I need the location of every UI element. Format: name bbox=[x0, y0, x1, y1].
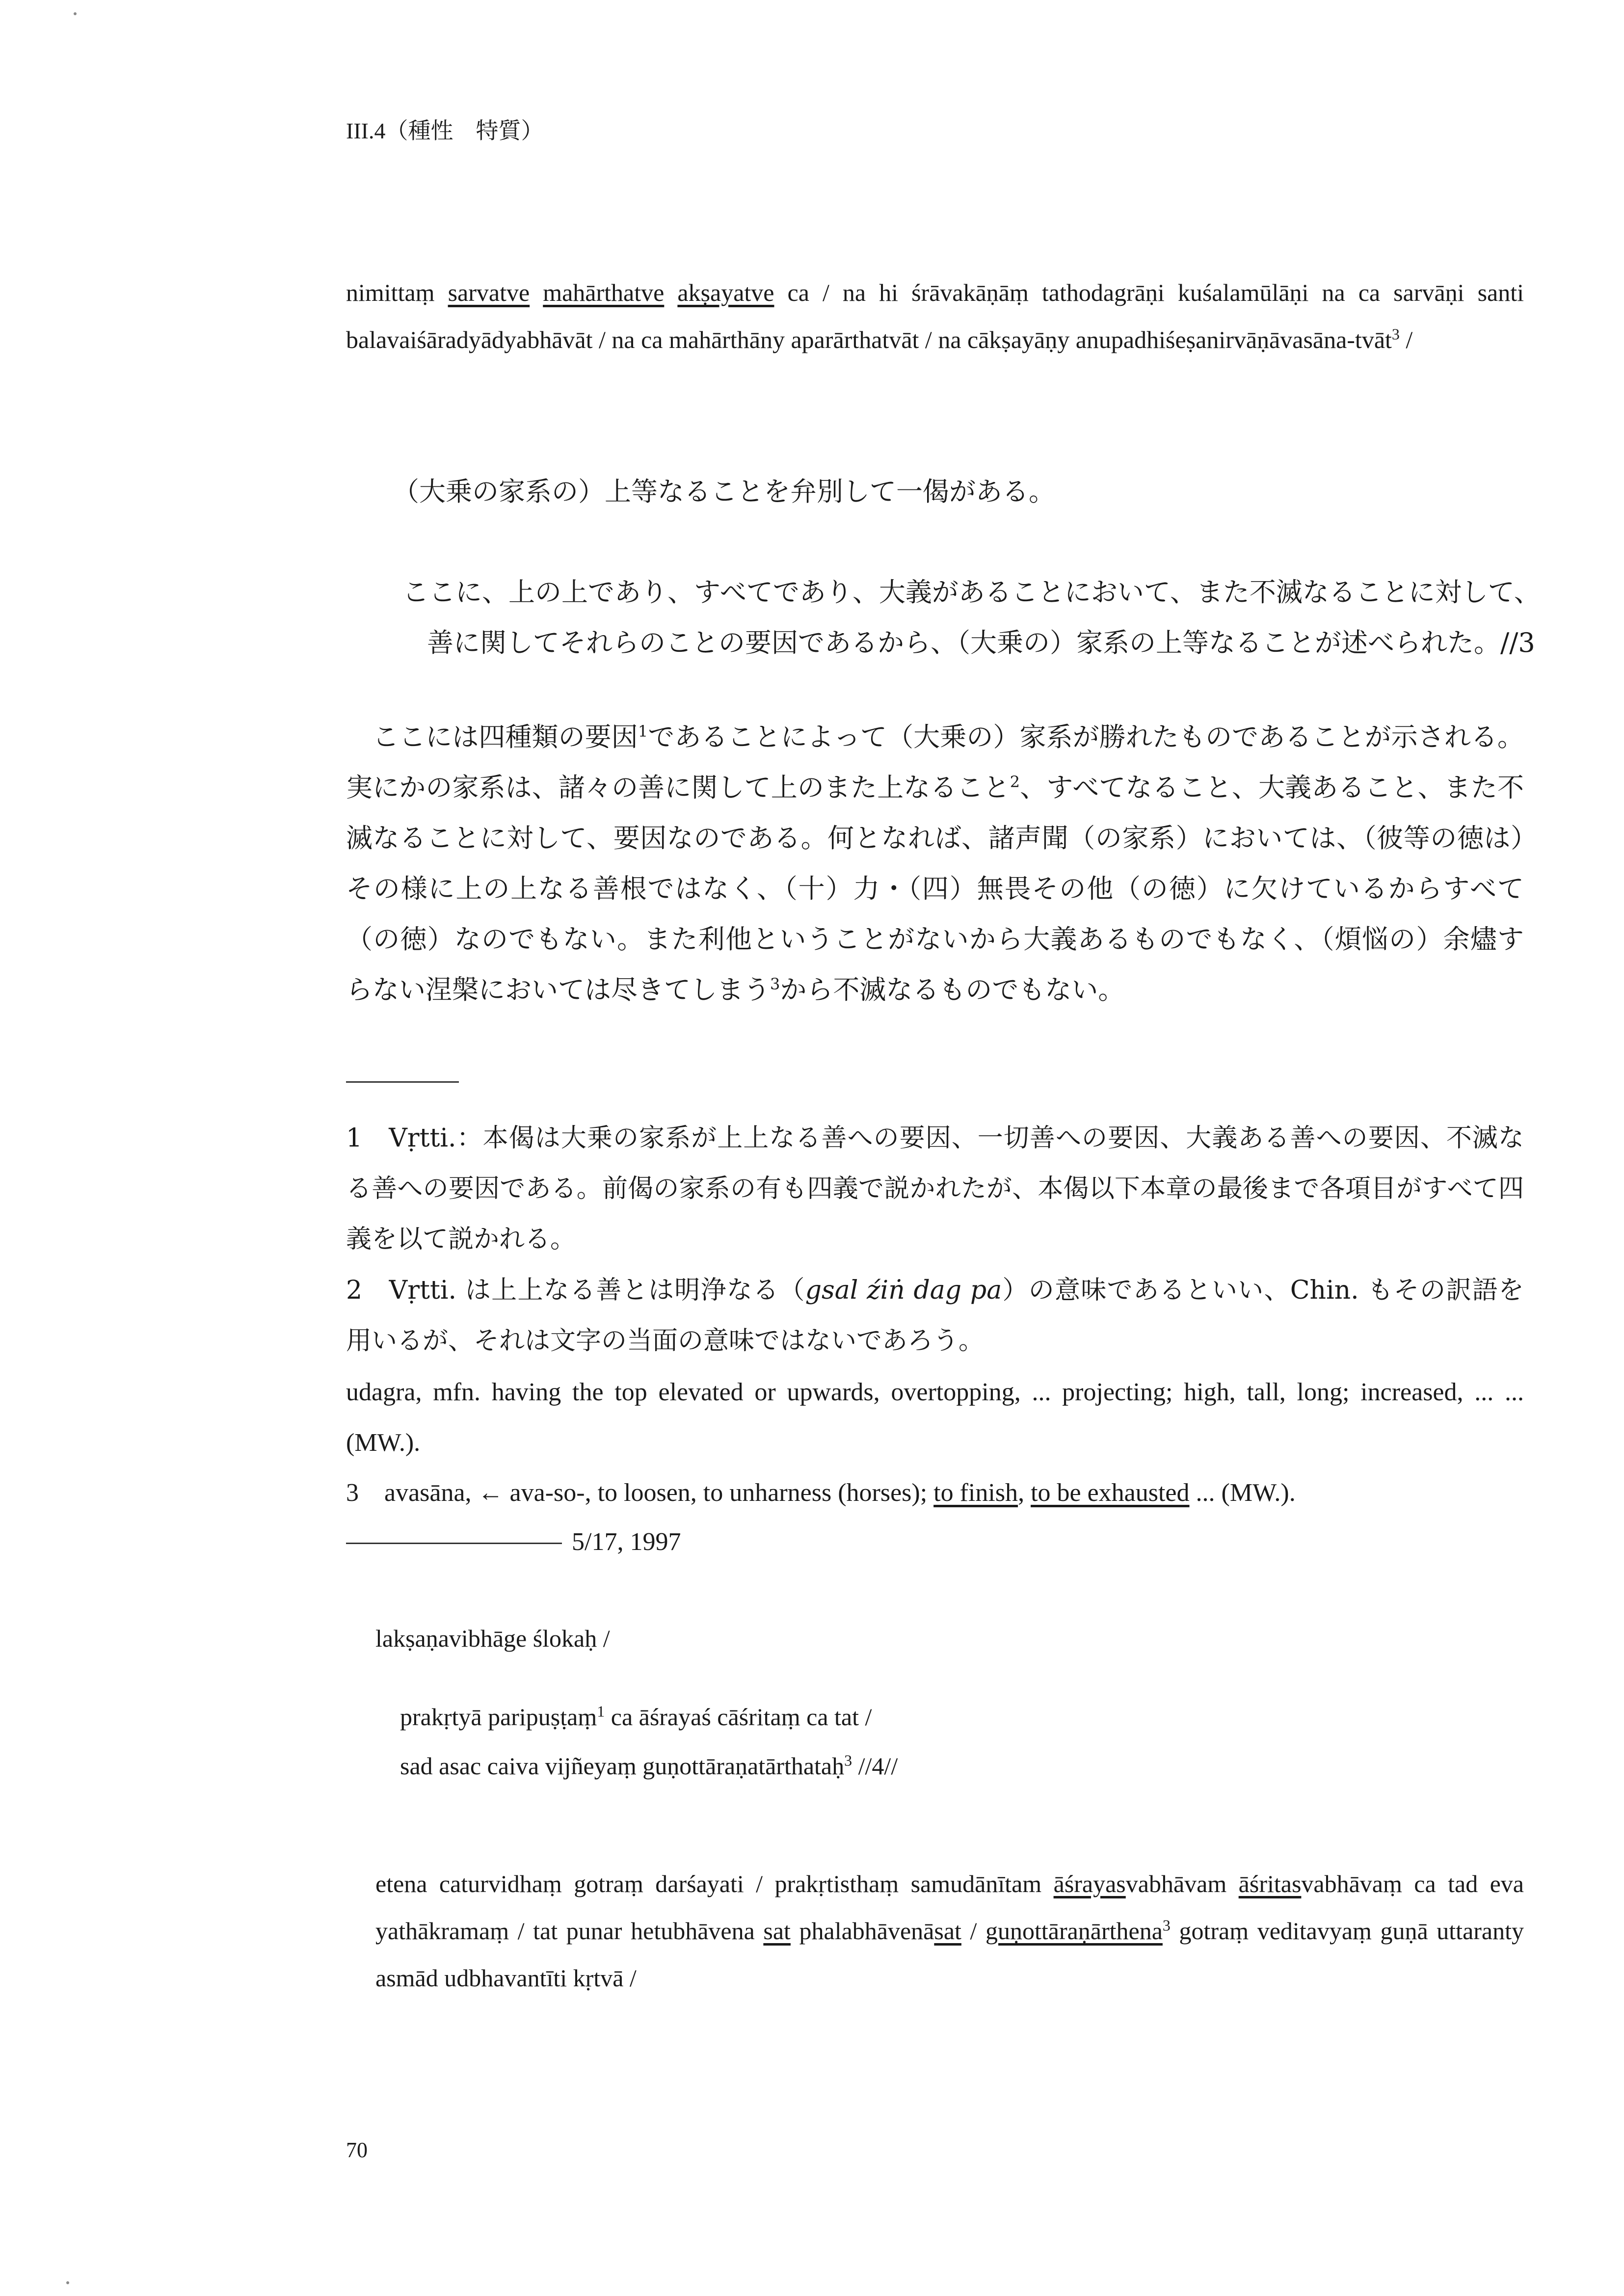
verse-4-line-2: sad asac caiva vijñeyaṃ guṇottāraṇatārthataḥ$^3$ //4// bbox=[400, 1751, 898, 1780]
date-rule bbox=[346, 1543, 562, 1544]
slokah-intro: lakṣaṇavibhāge ślokaḥ / bbox=[375, 1625, 610, 1652]
udagra-definition: udagra, mfn. having the top elevated or upwards, overtopping, ... projecting; high, tall, long; increased, ... ... (MW.). bbox=[346, 1378, 1524, 1457]
footnote-2: 2 Vṛtti. は上上なる善とは明浄なる（gsal źiṅ dag pa）の意味であるといい、Chin. もその訳語を用いるが、それは文字の当面の意味ではないであろう。 bbox=[346, 1276, 1524, 1356]
scan-speck bbox=[66, 2281, 69, 2284]
running-head: III.4（種性 特質） bbox=[346, 118, 544, 143]
verse-4-line-1: prakṛtyā paripuṣṭaṃ$^1$ ca āśrayaś cāśritaṃ ca tat / bbox=[400, 1702, 872, 1731]
verse-3-line-2: 善に関してそれらのことの要因であるから、（大乗の）家系の上等なることが述べられた。//3 bbox=[427, 627, 1535, 658]
date-stamp: 5/17, 1997 bbox=[572, 1528, 681, 1556]
footnote-3: 3 avasāna, ← ava-so-, to loosen, to unharness (horses); to finish, to be exhausted ... (MW.). bbox=[346, 1479, 1296, 1507]
japanese-commentary: ここには四種類の要因$^1$であることによって（大乗の）家系が勝れたものであることが示される。実にかの家系は、諸々の善に関して上のまた上なること$^2$、すべてなること、大義あること、また不滅なることに対して、要因なのである。何となれば、諸声聞（の家系）においては、（彼等の徳は）その様に上の上なる善根ではなく、（十）力・（四）無畏その他（の徳）に欠けているからすべて（の徳）なのでもない。また利他ということがないから大義あるものでもなく、（煩悩の）余燼すらない涅槃においては尽きてしまう$^3$から不滅なるものでもない。 bbox=[346, 721, 1524, 1005]
footnote-1: 1 Vṛtti.：本偈は大乗の家系が上上なる善への要因、一切善への要因、大義ある善への要因、不滅なる善への要因である。前偈の家系の有も四義で説かれたが、本偈以下本章の最後まで各項目がすべて四義を以て説かれる。 bbox=[346, 1123, 1524, 1254]
footnote-separator bbox=[346, 1081, 459, 1083]
page-number: 70 bbox=[346, 2138, 368, 2162]
japanese-verse-intro: （大乗の家系の）上等なることを弁別して一偈がある。 bbox=[393, 476, 1055, 507]
scan-speck bbox=[74, 12, 77, 15]
verse-3-line-1: ここに、上の上であり、すべてであり、大義があることにおいて、また不滅なることに対して、 bbox=[402, 577, 1541, 608]
sanskrit-passage-top: nimittaṃ sarvatve mahārthatve akṣayatve ca / na hi śrāvakāṇāṃ tathodagrāṇi kuśalamūlāṇi na ca sarvāṇi santi balavaiśāradyādyabhāvāt / na ca mahārthāny aparārthatvāt / na cākṣayāṇy anupadhiśeṣanirvāṇāvasāna-tvāt$^3$ / bbox=[346, 279, 1524, 353]
sanskrit-passage-bottom: etena caturvidhaṃ gotraṃ darśayati / prakṛtisthaṃ samudānītam āśrayasvabhāvam āśritasvabhāvaṃ ca tad eva yathākramaṃ / tat punar hetubhāvena sat phalabhāvenāsat / guṇottāraṇārthena$^3$ gotraṃ veditavyaṃ guṇā uttaranty asmād udbhavantīti kṛtvā / bbox=[375, 1870, 1524, 1992]
